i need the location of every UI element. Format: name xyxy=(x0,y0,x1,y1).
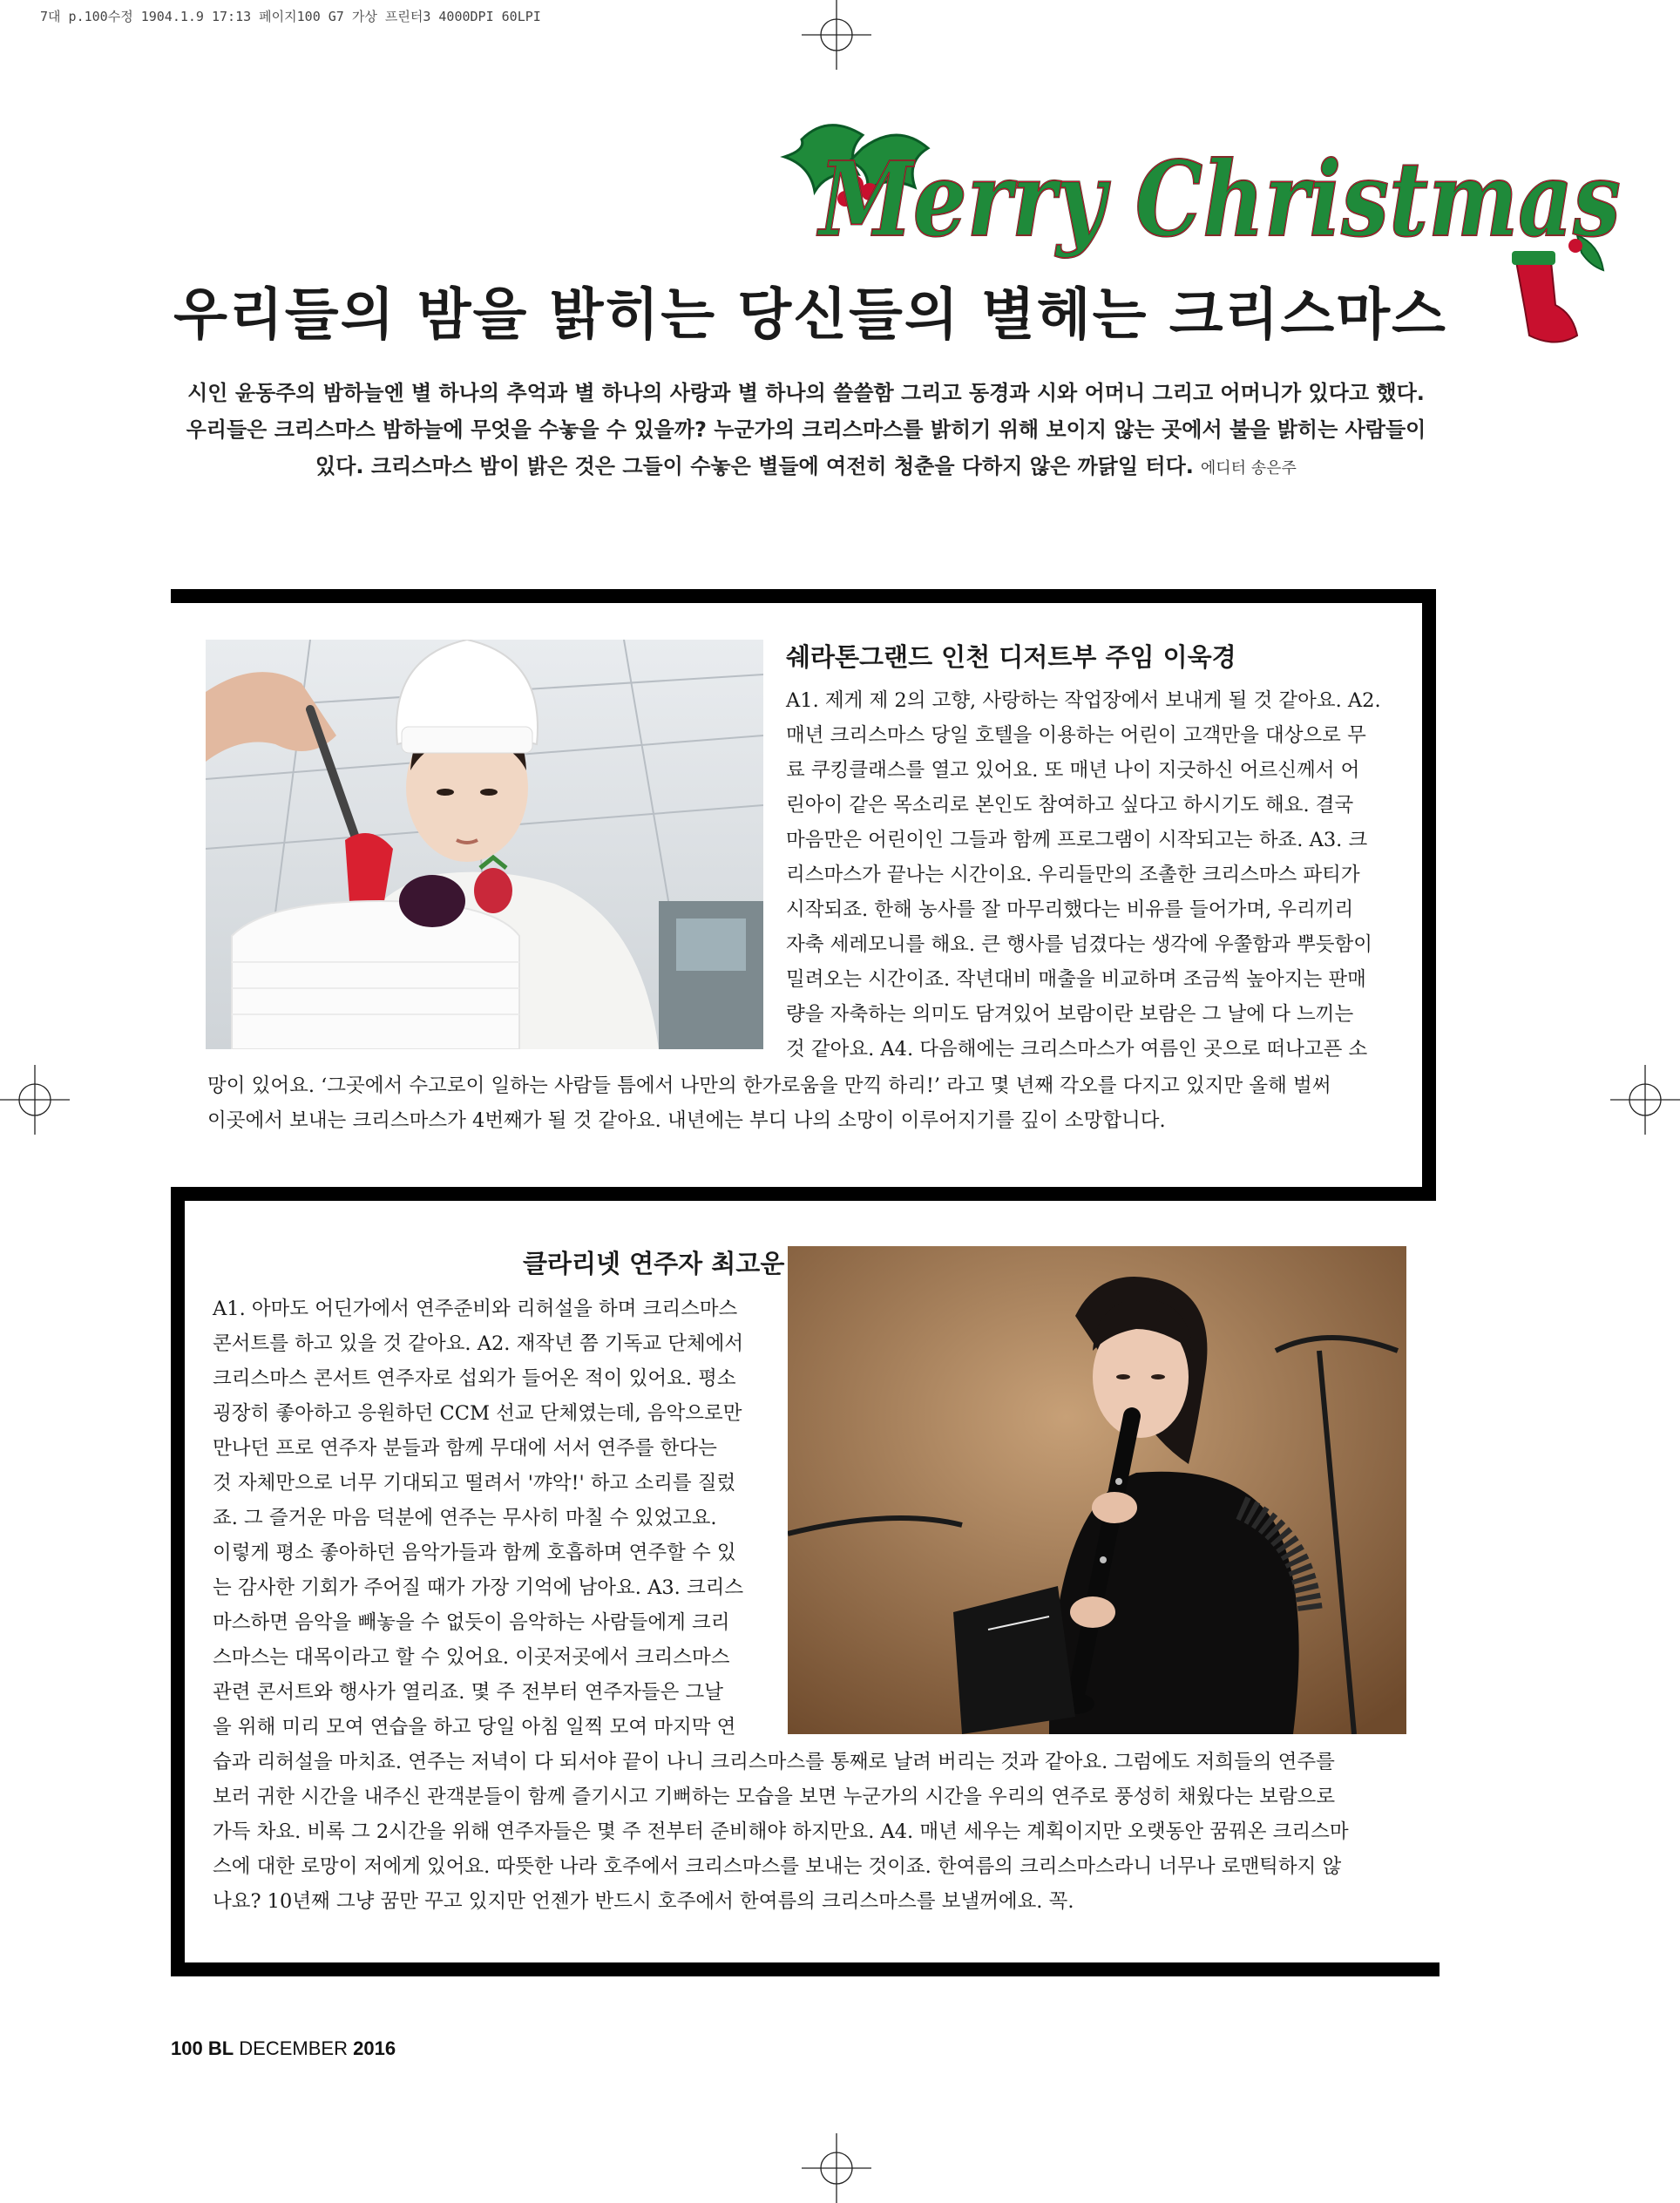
intro-paragraph xyxy=(174,375,1438,487)
story2-line: 나요? 10년째 그냥 꿈만 꾸고 있지만 언젠가 반드시 호주에서 한여름의 크리스마스를 보낼꺼에요. 꼭. xyxy=(213,1890,1074,1913)
story2-line: 스에 대한 로망이 저에게 있어요. 따뜻한 나라 호주에서 크리스마스를 보내는 것이죠. 한여름의 크리스마스라니 너무나 로맨틱하지 않 xyxy=(213,1855,1342,1878)
story2-line: 이렇게 평소 좋아하던 음악가들과 함께 호흡하며 연주할 수 있 xyxy=(213,1542,736,1564)
story2-line: 습과 리허설을 마치죠. 연주는 저녁이 다 되서야 끝이 나니 크리스마스를 통째로 날려 버리는 것과 같아요. 그럼에도 저희들의 연주를 xyxy=(213,1751,1335,1773)
story1-line: 량을 자축하는 의미도 담겨있어 보람이란 보람은 그 날에 다 느끼는 xyxy=(786,1003,1354,1026)
story1-continuation xyxy=(207,1068,1431,1138)
story2-line: 을 위해 미리 모여 연습을 하고 당일 아침 일찍 모여 마지막 연 xyxy=(213,1716,736,1739)
intro-line xyxy=(174,448,1438,487)
story1-line: 망이 있어요. ‘그곳에서 수고로이 일하는 사람들 틈에서 나만의 한가로움을 만끽 하리!’ 라고 몇 년째 각오를 다지고 있지만 올해 벌써 xyxy=(207,1074,1331,1097)
clarinetist-photo xyxy=(788,1246,1406,1734)
merry-christmas-text: Merry Christmas xyxy=(816,139,1621,260)
story1-line: 매년 크리스마스 당일 호텔을 이용하는 어린이 고객만을 대상으로 무 xyxy=(786,724,1366,747)
story1-line: 마음만은 어린이인 그들과 함께 프로그램이 시작되고는 하죠. A3. 크 xyxy=(786,829,1368,851)
intro-line: 우리들은 크리스마스 밤하늘에 무엇을 수놓을 수 있을까? 누군가의 크리스마스를 밝히기 위해 보이지 않는 곳에서 불을 밝히는 사람들이 xyxy=(186,417,1426,442)
story2-line: 크리스마스 콘서트 연주자로 섭외가 들어온 적이 있어요. 평소 xyxy=(213,1367,736,1390)
story2-frame-bottom xyxy=(171,1962,1440,1976)
registration-mark-right xyxy=(1610,1065,1680,1135)
issue-month: DECEMBER xyxy=(239,2037,348,2059)
story2-line: 가득 차요. 비록 그 2시간을 위해 연주자들은 몇 주 전부터 준비해야 하지만요. A4. 매년 세우는 계획이지만 오랫동안 꿈꿔온 크리스마 xyxy=(213,1820,1349,1843)
page-folio xyxy=(171,2037,396,2060)
story2-line: A1. 아마도 어딘가에서 연주준비와 리허설을 하며 크리스마스 xyxy=(213,1298,738,1320)
editor-credit: 에디터 송은주 xyxy=(1200,459,1297,478)
story1-title: 쉐라톤그랜드 인천 디저트부 주임 이욱경 xyxy=(786,642,1236,672)
pastry-chef-photo xyxy=(206,640,763,1049)
story1-frame-top xyxy=(171,589,1436,603)
story1-line: 이곳에서 보내는 크리스마스가 4번째가 될 것 같아요. 내년에는 부디 나의 소망이 이루어지기를 깊이 소망합니다. xyxy=(207,1109,1166,1132)
story2-line: 것 자체만으로 너무 기대되고 떨려서 '꺄악!' 하고 소리를 질렀 xyxy=(213,1472,736,1495)
story1-line: 료 쿠킹클래스를 열고 있어요. 또 매년 나이 지긋하신 어르신께서 어 xyxy=(786,759,1360,782)
story1-line: 자축 세레모니를 해요. 큰 행사를 넘겼다는 생각에 우쭐함과 뿌듯함이 xyxy=(786,933,1372,956)
story1-frame-bottom xyxy=(171,1187,1436,1201)
story2-body xyxy=(213,1291,763,1745)
story2-line: 만나던 프로 연주자 분들과 함께 무대에 서서 연주를 한다는 xyxy=(213,1437,717,1460)
story2-line: 마스하면 음악을 빼놓을 수 없듯이 음악하는 사람들에게 크리 xyxy=(213,1611,730,1634)
story2-line: 죠. 그 즐거운 마음 덕분에 연주는 무사히 마칠 수 있었고요. xyxy=(213,1507,717,1529)
story1-body xyxy=(786,683,1396,1067)
story1-line: 린아이 같은 목소리로 본인도 참여하고 싶다고 하시기도 해요. 결국 xyxy=(786,794,1354,817)
registration-mark-bottom xyxy=(802,2133,871,2203)
story2-title: 클라리넷 연주자 최고운 xyxy=(523,1249,785,1278)
intro-line: 시인 윤동주의 밤하늘엔 별 하나의 추억과 별 하나의 사랑과 별 하나의 쓸쓸함 그리고 동경과 시와 어머니 그리고 어머니가 있다고 했다. xyxy=(187,381,1425,405)
story1-line: A1. 제게 제 2의 고향, 사랑하는 작업장에서 보내게 될 것 같아요. A2. xyxy=(786,689,1381,712)
story2-line: 보러 귀한 시간을 내주신 관객분들이 함께 즐기시고 기뻐하는 모습을 보면 누군가의 시간을 우리의 연주로 풍성히 채웠다는 보람으로 xyxy=(213,1786,1336,1808)
story2-continuation xyxy=(213,1745,1406,1919)
story2-frame-left xyxy=(171,1196,185,1976)
printer-slug: 7대 p.100수정 1904.1.9 17:13 페이지100 G7 가상 프린터3 4000DPI 60LPI xyxy=(40,9,541,24)
story1-line: 시작되죠. 한해 농사를 잘 마무리했다는 비유를 들어가며, 우리끼리 xyxy=(786,898,1354,921)
story1-line: 리스마스가 끝나는 시간이요. 우리들만의 조촐한 크리스마스 파티가 xyxy=(786,864,1360,886)
story2-line: 는 감사한 기회가 주어질 때가 가장 기억에 남아요. A3. 크리스 xyxy=(213,1576,744,1599)
story2-line: 관련 콘서트와 행사가 열리죠. 몇 주 전부터 연주자들은 그날 xyxy=(213,1681,724,1704)
page-number: 100 xyxy=(171,2037,203,2059)
magazine-name: BL xyxy=(207,2037,234,2059)
registration-mark-left xyxy=(0,1065,70,1135)
registration-mark-top xyxy=(802,0,871,70)
merry-christmas-text-highlight: Merry Christmas xyxy=(816,139,1621,260)
story1-line: 밀려오는 시간이죠. 작년대비 매출을 비교하며 조금씩 높아지는 판매 xyxy=(786,968,1366,991)
story2-line: 스마스는 대목이라고 할 수 있어요. 이곳저곳에서 크리스마스 xyxy=(213,1646,730,1669)
story1-line: 것 같아요. A4. 다음해에는 크리스마스가 여름인 곳으로 떠나고픈 소 xyxy=(786,1038,1368,1061)
story2-line: 굉장히 좋아하고 응원하던 CCM 선교 단체였는데, 음악으로만 xyxy=(213,1402,742,1425)
intro-line-text: 있다. 크리스마스 밤이 밝은 것은 그들이 수놓은 별들에 여전히 청춘을 다하지 않은 까닭일 터다. xyxy=(315,454,1194,478)
story2-line: 콘서트를 하고 있을 것 같아요. A2. 재작년 쯤 기독교 단체에서 xyxy=(213,1332,744,1355)
issue-year: 2016 xyxy=(353,2037,396,2059)
headline: 우리들의 밤을 밝히는 당신들의 별헤는 크리스마스 xyxy=(173,283,1447,348)
